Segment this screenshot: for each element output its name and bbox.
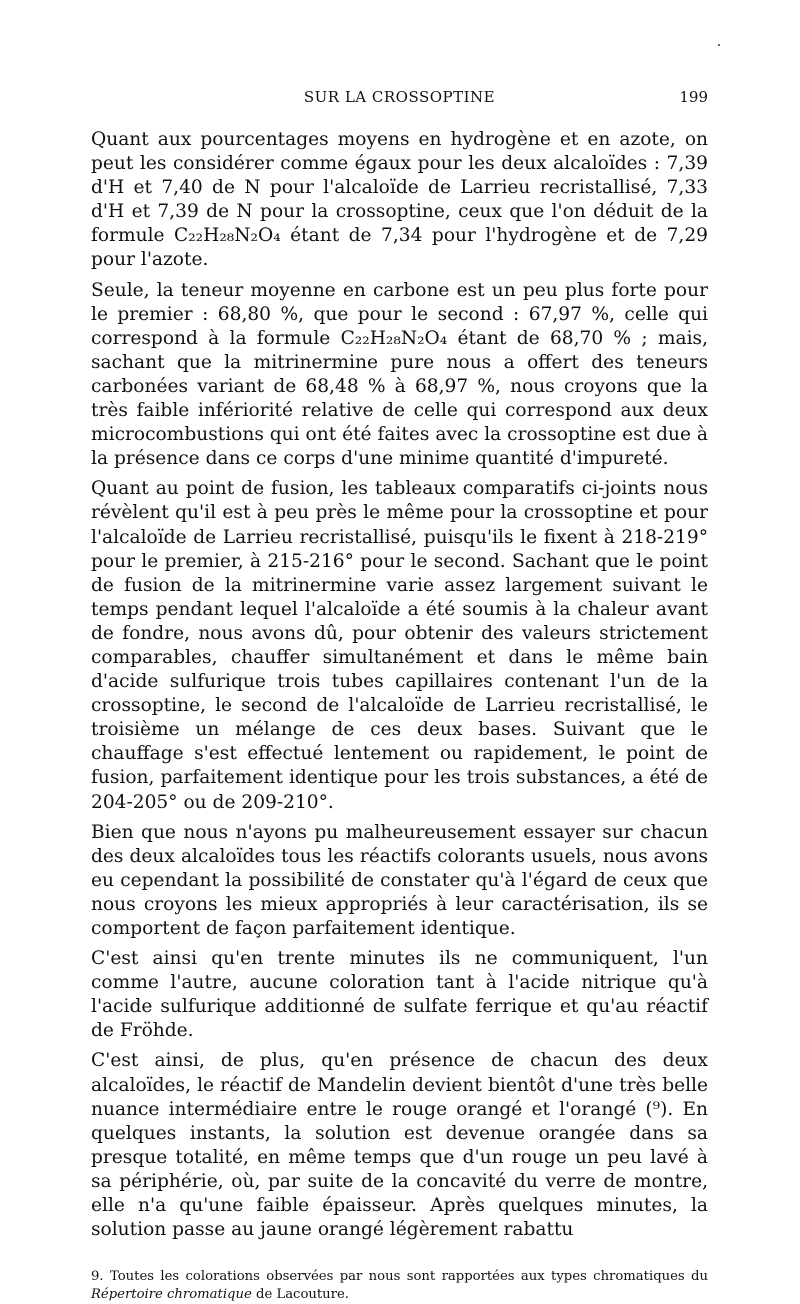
body-text xyxy=(91,128,708,1242)
paragraph-mandelin: C'est ainsi, de plus, qu'en présence de chacun des deux alcaloïdes, le réactif de Mandelin devient bientôt d'une très belle nuance intermédiaire entre le rouge orangé et l'orangé (⁹). En quelques instants, la solution est devenue orangée dans sa presque totalité, en même temps que d'un rouge un peu lavé à sa périphérie, où, par suite de la concavité du verre de montre, elle n'a qu'une faible épaisseur. Après quelques minutes, la solution passe au jaune orangé légèrement rabattu xyxy=(91,1050,708,1241)
paragraph-hydrogen-azote: Quant aux pourcentages moyens en hydrogène et en azote, on peut les considérer comme égaux pour les deux alcaloïdes : 7,39 d'H et 7,40 de N pour l'alcaloïde de Larrieu recristallisé, 7,33 d'H et 7,39 de N pour la crossoptine, ceux que l'on déduit de la formule C₂₂H₂₈N₂O₄ étant de 7,34 pour l'hydrogène et de 7,29 pour l'azote. xyxy=(91,129,708,271)
scan-speck xyxy=(718,44,720,46)
footnote-italic-title: Répertoire chromatique xyxy=(91,1287,252,1303)
book-page xyxy=(91,88,708,1304)
page-header xyxy=(91,88,708,118)
paragraph-point-fusion: Quant au point de fusion, les tableaux comparatifs ci-joints nous révèlent qu'il est à peu près le même pour la crossoptine et pour l'alcaloïde de Larrieu recristallisé, puisqu'ils le fixent à 218-219° pour le premier, à 215-216° pour le second. Sachant que le point de fusion de la mitrinermine varie assez largement suivant le temps pendant lequel l'alcaloïde a été soumis à la chaleur avant de fondre, nous avons dû, pour obtenir des valeurs strictement comparables, chauffer simultanément et dans le même bain d'acide sulfurique trois tubes capillaires contenant l'un de la crossoptine, le second de l'alcaloïde de Larrieu recristallisé, le troisième un mélange de ces deux bases. Suivant que le chauffage s'est effectué lentement ou rapidement, le point de fusion, parfaitement identique pour les trois substances, a été de 204-205° ou de 209-210°. xyxy=(91,478,708,813)
page-number: 199 xyxy=(679,88,708,106)
footnote xyxy=(91,1268,708,1304)
footnote-marker: 9. xyxy=(91,1269,104,1285)
paragraph-trente-minutes: C'est ainsi qu'en trente minutes ils ne communiquent, l'un comme l'autre, aucune coloration tant à l'acide nitrique qu'à l'acide sulfurique additionné de sulfate ferrique et qu'au réactif de Fröhde. xyxy=(91,948,708,1042)
running-title: SUR LA CROSSOPTINE xyxy=(303,88,496,106)
paragraph-reactifs: Bien que nous n'ayons pu malheureusement essayer sur chacun des deux alcaloïdes tous les réactifs colorants usuels, nous avons eu cependant la possibilité de constater qu'à l'égard de ceux que nous croyons les mieux appropriés à leur caractérisation, ils se comportent de façon parfaitement identique. xyxy=(91,821,708,939)
footnote-text-before: Toutes les colorations observées par nous sont rapportées aux types chromatiques du xyxy=(109,1269,708,1285)
paragraph-carbone: Seule, la teneur moyenne en carbone est un peu plus forte pour le premier : 68,80 %, que pour le second : 67,97 %, celle qui correspond à la formule C₂₂H₂₈N₂O₄ étant de 68,70 % ; mais, sachant que la mitrinermine pure nous a offert des teneurs carbonées variant de 68,48 % à 68,97 %, nous croyons que la très faible infériorité relative de celle qui correspond aux deux microcombustions qui ont été faites avec la crossoptine est due à la présence dans ce corps d'une minime quantité d'impureté. xyxy=(91,279,708,470)
footnote-text-after: de Lacouture. xyxy=(256,1287,349,1303)
